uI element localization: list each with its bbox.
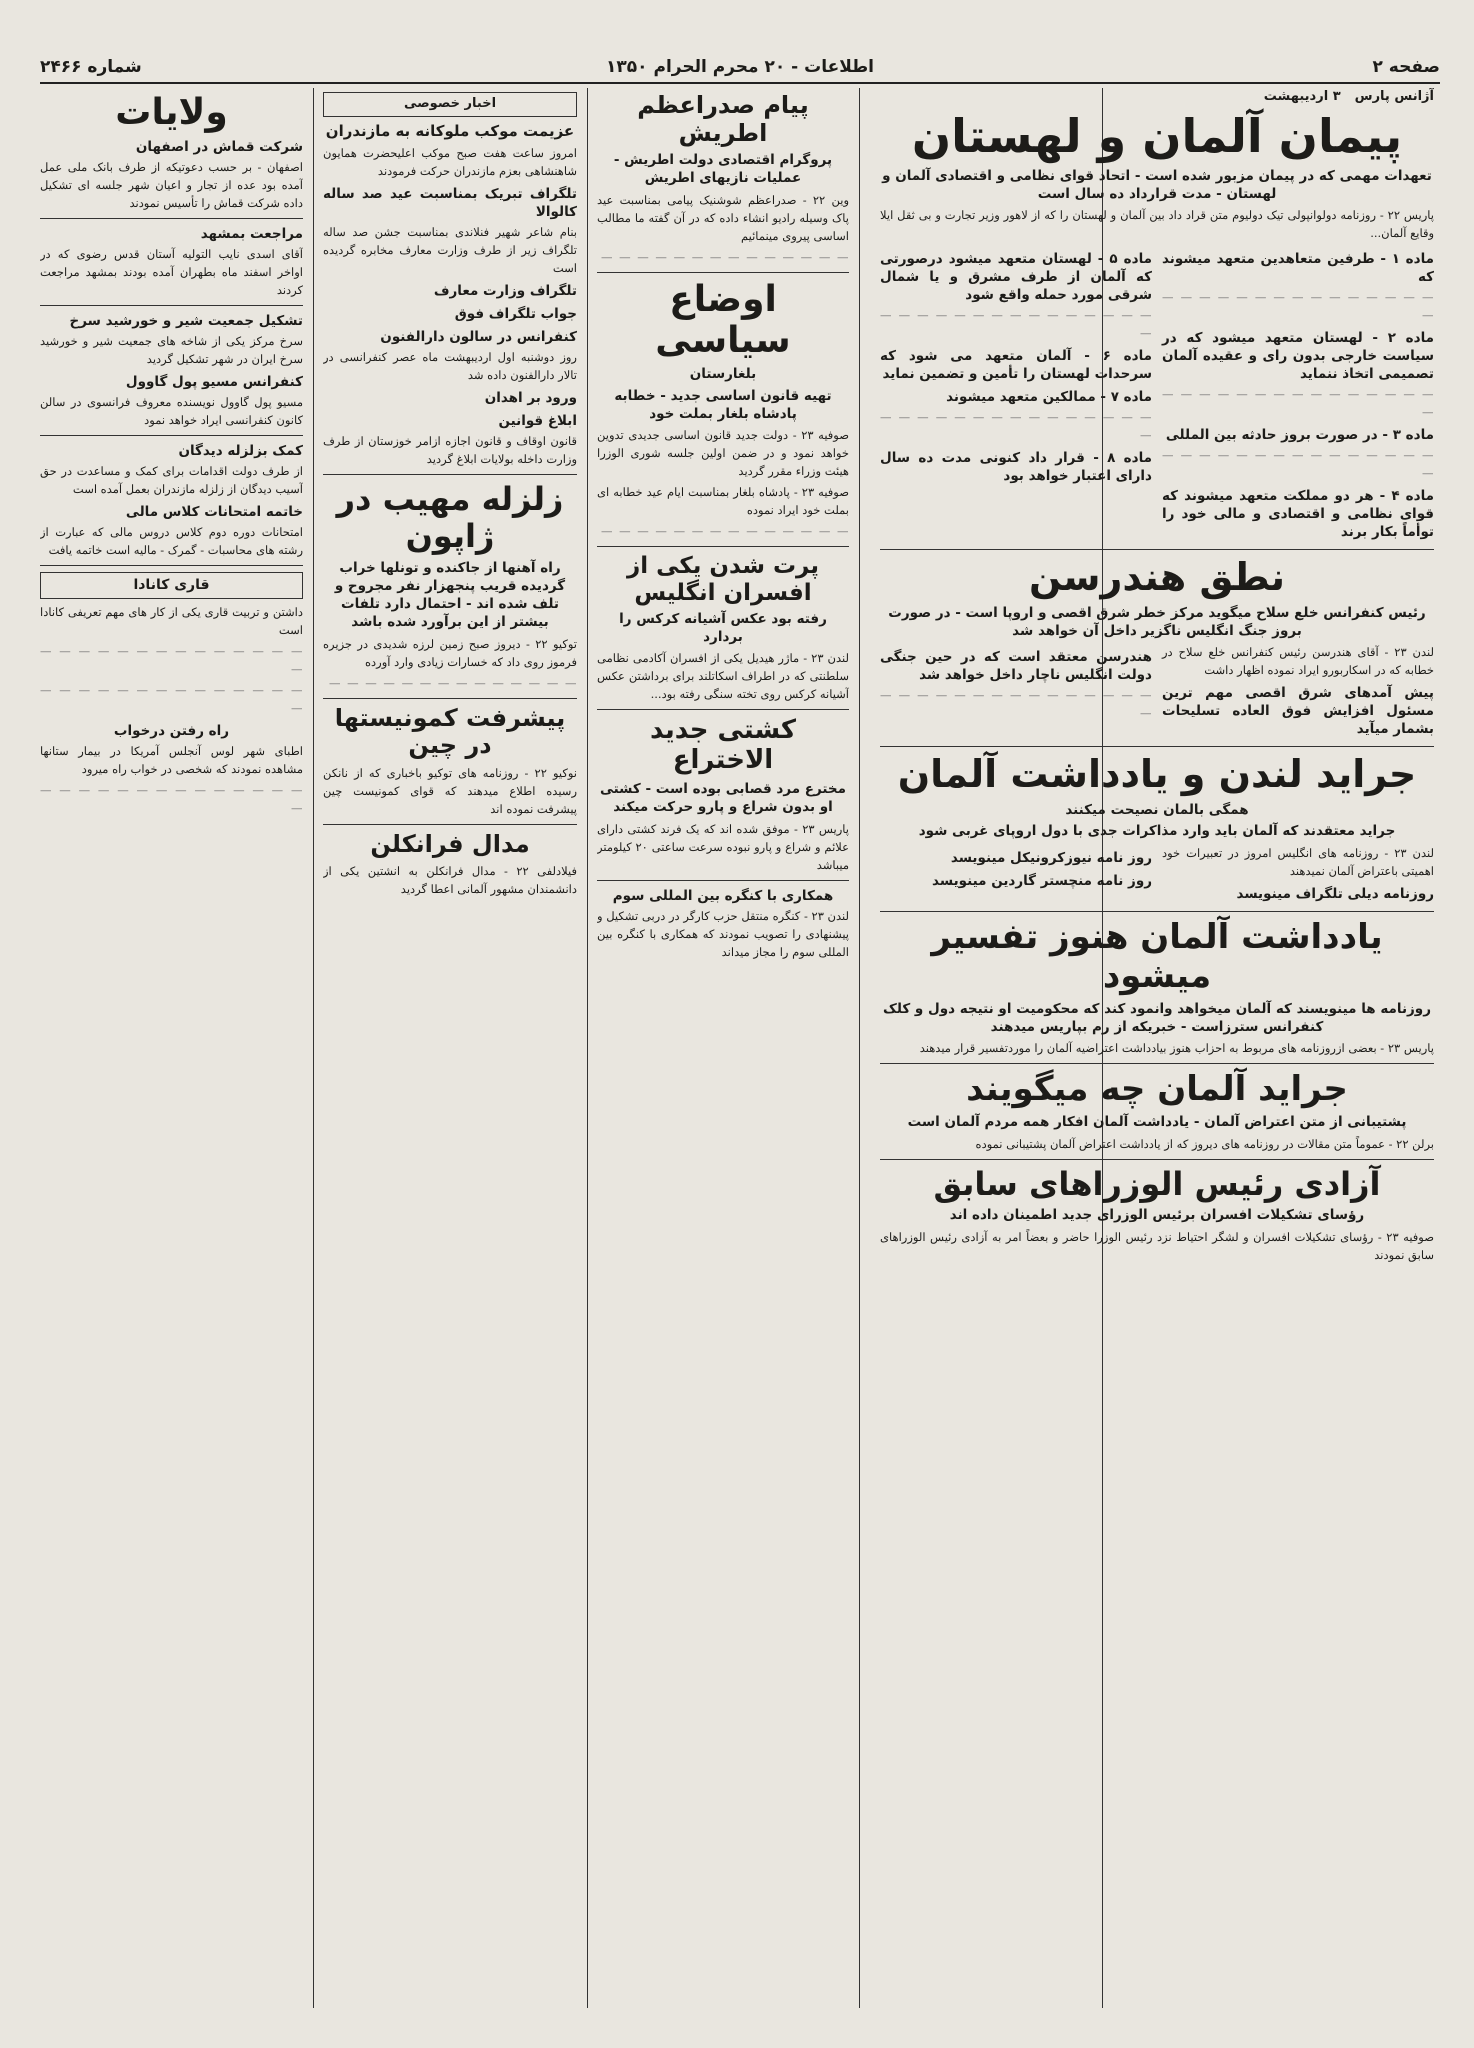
body-text: — — — — — — — — — — — — — — — — [880,308,1152,341]
inline-subhead: کنفرانس در سالون دارالفنون [380,329,577,346]
body-text: — — — — — — — — — — — — — — — — [880,410,1152,443]
body-text: — — — — — — — — — — — — — — [600,524,849,539]
subhead-german-papers: پشتیبانی از متن اعتراض آلمان - یادداشت آلمان افکار همه مردم آلمان است [907,1114,1407,1131]
body-text: — — — — — — — — — — — — — — — — [880,688,1152,721]
headline-franklin-medal: مدال فرانکلن [370,829,530,858]
body-text: صوفیه ۲۳ - رؤسای تشکیلات افسران و لشگر احتیاط نزد رئیس الوزرا حاضر و بعضاً امر به آزادی رئیس الوزراهای سابق نمودند [880,1229,1434,1262]
subhead-bulgaria: تهیه قانون اساسی جدید - خطابه پادشاه بلغار بملت خود [614,387,832,422]
body-text: اصفهان - بر حسب دعوتیکه از طرف بانک ملی عمل آمده بود عده از تجار و اعیان شهر جلسه ای تشکیل داده شرکت قماش را تأسیس نمودند [40,160,303,211]
column-foreign-news [880,88,1434,2008]
henderson-body [880,643,1434,740]
article-lead: پاریس ۲۲ - روزنامه دولوانپولی تیک دولیوم متن قراد داد بین آلمان و لهستان را که از لاهور وزیر تجارت و بی ثقل ایلا وقایع آلمان... [880,208,1434,241]
subhead-german-note: روزنامه ها مینویسند که آلمان میخواهد وانمود کند که محکومیت او نتیجه دول و کلک کنفرانس سترزاست - خبریکه از رم بپاریس میدهند [883,1000,1431,1035]
body-text: امتحانات دوره دوم کلاس دروس مالی که عبارت از رشته های محاسبات - گمرک - مالیه است خاتمه یافت [40,525,303,558]
inline-subhead: تلگراف تبریک بمناسبت عید صد ساله کالوالا [323,186,577,221]
subhead-english-officer: رفته بود عکس آشیانه کرکس را بردارد [619,610,827,646]
headline-provinces: ولایات [115,92,228,133]
kicker-bulgaria: بلغارستان [689,366,757,383]
treaty-articles [880,245,1434,543]
treaty-article: ماده ۶ - آلمان متعهد می شود که سرحدات لهستان را تأمین و تضمین نماید [880,348,1152,383]
body-text: مسیو پول گاوول نویسنده معروف فرانسوی در سالن کانون کنفرانسی ایراد خواهد نمود [40,395,303,428]
treaty-article: ماده ۱ - طرفین متعاهدین متعهد میشوند که [1162,251,1434,286]
headline-japan-quake: زلزله مهیب در ژاپون [336,480,564,555]
subhead-germany-poland: تعهدات مهمی که در پیمان مزبور شده است - اتحاد قوای نظامی و اقتصادی آلمان و لهستان - مدت قرارداد ده سال است [882,167,1432,203]
body-text: — — — — — — — — — — — — — — — [40,782,303,815]
treaty-article: ماده ۷ - ممالکین متعهد میشوند [946,389,1152,406]
column-rule [859,88,860,2008]
london-papers-body [880,844,1434,905]
body-text: — — — — — — — — — — — — — — — — [1162,387,1434,420]
inline-subhead: ابلاغ قوانین [498,413,577,430]
body-text: توکیو ۲۲ - دیروز صبح زمین لرزه شدیدی در جزیره فرموز روی داد که خسارات زیادی وارد آورده [323,636,577,669]
body-text: سرخ مرکز یکی از شاخه های جمعیت شیر و خورشید سرخ ایران در شهر تشکیل گردید [40,334,303,367]
subhead-london-papers: همگی بالمان نصیحت میکنند [1065,802,1249,819]
body-text: آقای اسدی نایب التولیه آستان قدس رضوی که در اواخر اسفند ماه بطهران آمده بودند بمشهد مراجعت کردند [40,247,303,298]
inline-subhead: پیش آمدهای شرق اقصی مهم ترین مسئول افزایش فوق العاده تسلیحات بشمار میآید [1162,685,1434,738]
issue-number: شماره ۲۴۶۶ [40,57,142,77]
body-text: — — — — — — — — — — — — — — [328,675,577,690]
treaty-article: ماده ۳ - در صورت بروز حادثه بین المللی [1165,427,1434,444]
inline-subhead: روز نامه منچستر گاردین مینویسد [932,872,1152,889]
body-text: — — — — — — — — — — — — — — — [40,682,303,715]
body-text: وین ۲۲ - صدراعظم شوشنیک پیامی بمناسبت عید پاک وسیله رادیو انشاء داده که در آن گفته ما مطالب اساسی پیروی مینمائیم [597,192,849,243]
body-text: صوفیه ۲۳ - دولت جدید قانون اساسی جدیدی تدوین خواهد نمود و در ضمن اولین جلسه شوری الوزرا هیئت وزراء مقرر گردید [597,428,849,479]
column-rule [313,88,314,2008]
column-rule [587,88,588,2008]
body-text: اطبای شهر لوس آنجلس آمریکا در بیمار ستانها مشاهده نمودند که شخصی در خواب راه میرود [40,743,303,776]
column-world-news [597,88,849,2008]
body-text: روز دوشنبه اول اردیبهشت ماه عصر کنفرانسی در تالار دارالفنون داده شد [323,350,577,383]
body-text: صوفیه ۲۳ - پادشاه بلغار بمناسبت ایام عید خطابه ای بملت خود ایراد نموده [597,485,849,518]
headline-congress: همکاری با کنگره بین المللی سوم [612,887,834,904]
body-text: — — — — — — — — — — — — — — [600,249,849,264]
treaty-article: ماده ۵ - لهستان متعهد میشود درصورتی که آلمان از طرف مشرق و یا شمال شرقی مورد حمله واقع شود [880,251,1152,304]
henderson-body-right [1162,643,1434,740]
column-provinces [40,88,303,2008]
section-private-news: اخبار خصوصی [323,92,577,117]
headline-china-communists: پیشرفت کمونیستها در چین [334,703,566,760]
body-text: — — — — — — — — — — — — — — — — [1162,290,1434,323]
headline-prime-ministers: آزادی رئیس الوزراهای سابق [933,1164,1381,1203]
body-text: امروز ساعت هفت صبح موکب اعلیحضرت همایون شاهنشاهی بعزم مازندران حرکت فرمودند [323,146,577,179]
body-text: پاریس ۲۳ - بعضی ازروزنامه های مربوط به احزاب هنوز بیادداشت اعتراضیه آلمان را موردتفسیر قرار میدهند [919,1041,1434,1056]
inline-subhead: کنفرانس مسیو پول گاوول [125,374,303,391]
section-canada-reader: قاری کانادا [40,572,303,598]
headline-austria: پیام صدراعظم اطریش [637,91,809,147]
body-text: لندن ۲۳ - کنگره منتقل حزب کارگر در دربی تشکیل و پیشنهادی را تصویب نمودند که همکاری با کنگره بین المللی سوم را مجاز میداند [597,908,849,959]
treaty-article: ماده ۸ - قرار داد کنونی مدت ده سال دارای اعتبار خواهد بود [880,450,1152,485]
inline-subhead: راه رفتن درخواب [113,722,230,739]
column-local-news [323,88,577,2008]
inline-subhead: تشکیل جمعیت شیر و خورشید سرخ [69,313,303,330]
issue-date: اطلاعات - ۲۰ محرم الحرام ۱۳۵۰ [606,57,874,77]
inline-subhead: روزنامه دیلی تلگراف مینویسد [1236,885,1434,902]
subhead-austria: پروگرام اقتصادی دولت اطریش - عملیات نازیهای اطریش [613,152,833,187]
headline-english-officer: پرت شدن یکی از افسران انگلیس [626,553,820,606]
agency-date: ۳ اردیبهشت [1263,89,1341,104]
headline-london-papers: جراید لندن و یادداشت آلمان [897,752,1417,797]
treaty-articles-right [1162,245,1434,543]
body-text: نوکیو ۲۲ - روزنامه های توکیو باخباری که از نانکن رسیده اطلاع میدهند که قوای کمونیست چین پیشرفت نموده اند [323,765,577,816]
headline-german-papers: جراید آلمان چه میگویند [966,1069,1348,1110]
body-text: لندن ۲۳ - آقای هندرسن رئیس کنفرانس خلع سلاح در خطابه که در اسکاربورو ایراد نموده اظهار داشت [1162,645,1434,678]
inline-subhead: ورود بر اهدان [484,390,577,407]
body-text: داشتن و تربیت قاری یکی از کار های مهم تعریفی کانادا است [40,604,303,637]
inline-subhead: مراجعت بمشهد [200,226,303,243]
inline-subhead: هندرسن معتقد است که در حین جنگی دولت انگلیس ناچار داخل خواهد شد [880,649,1152,684]
agency-line [880,88,1434,106]
treaty-article: ماده ۲ - لهستان متعهد میشود که در سیاست خارجی بدون رای و عقیده آلمان تصمیمی اتخاذ ننماید [1162,330,1434,383]
body-text: فیلادلفی ۲۲ - مدال فرانکلن به انشتین یکی از دانشمندان مشهور آلمانی اعطا گردید [323,864,577,897]
body-text: لندن ۲۳ - روزنامه های انگلیس امروز در تعبیرات خود اهمیتی باعتراض آلمان نمیدهند [1162,845,1434,878]
subhead-new-ship: مخترع مرد قصابی بوده است - کشتی او بدون شراع و پارو حرکت میکند [599,781,847,816]
subhead-prime-ministers: رؤسای تشکیلات افسران برئیس الوزرای جدید اطمینان داده اند [949,1207,1365,1224]
headline-henderson: نطق هندرسن [1028,555,1286,600]
body-text: از طرف دولت اقدامات برای کمک و مساعدت در حق آسیب دیدگان از زلزله مازندران بعمل آمده است [40,464,303,497]
body-text: قانون اوقاف و قانون اجازه ازامر خوزستان از طرف وزارت داخله بولایات ابلاغ گردید [323,434,577,467]
agency-name: آژانس پارس [1354,89,1434,104]
inline-subhead: خاتمه امتحانات کلاس مالی [125,504,303,521]
inline-subhead: شرکت قماش در اصفهان [135,139,303,156]
treaty-articles-left [880,245,1152,543]
subhead-henderson: رئیس کنفرانس خلع سلاح میگوید مرکز خطر شرق اقصی و اروپا است - در صورت بروز جنگ انگلیس ناگزیر داخل آن خواهد شد [888,605,1426,640]
headline-political: اوضاع سیاسی [655,278,791,362]
inline-subhead: روز نامه نیوزکرونیکل مینویسد [950,849,1152,866]
subhead-japan-quake: راه آهنها از جاکنده و تونلها خراب گردیده قریب پنجهزار نفر مجروح و تلف شده اند - احتمال دارد تلفات بیشتر از این برآورد شده باشد [334,559,566,631]
body-text: — — — — — — — — — — — — — — — [40,643,303,676]
henderson-body-left [880,643,1152,740]
page-header [40,52,1440,84]
body-text: بنام شاعر شهیر فنلاندی بمناسبت جشن صد ساله تلگراف زیر از طرف وزارت معارف مخابره گردیده است [323,225,577,276]
body-text: برلن ۲۲ - عموماً متن مقالات در روزنامه های دیروز که از یادداشت اعتراض آلمان پشتیبانی نموده [975,1136,1434,1151]
inline-subhead: کمک بزلزله دیدگان [178,443,303,460]
subhead-london-papers-2: جراید معتقدند که آلمان باید وارد مذاکرات جدی با دول اروپای غربی شود [918,823,1396,840]
page-number: صفحه ۲ [1372,57,1440,77]
body-text: پاریس ۲۳ - موفق شده اند که یک فرند کشتی دارای علائم و شراع و پارو نبوده سرعت ساعتی ۲۰ کیلومتر میباشد [597,821,849,872]
london-papers-body-left [880,844,1152,905]
headline-german-note: یادداشت آلمان هنوز تفسیر میشود [931,916,1383,996]
body-text: لندن ۲۳ - ماژر هیدیل یکی از افسران آکادمی نظامی سلطنتی که در اطراف اسکاتلند برای برداشتن عکس آشیانه کرکس روی تخته سنگی رفته بود... [597,651,849,702]
inline-subhead: تلگراف وزارت معارف [433,283,577,300]
headline-new-ship: کشتی جدید الاختراع [649,715,797,776]
london-papers-body-right [1162,844,1434,905]
body-text: — — — — — — — — — — — — — — — — [1162,448,1434,481]
headline-germany-poland: پیمان آلمان و لهستان [911,109,1403,163]
headline-royal-trip: عزیمت موکب ملوکانه به مازندران [325,121,575,140]
treaty-article: ماده ۴ - هر دو مملکت متعهد میشوند که قوای نظامی و اقتصادی و مالی خود را توأماً بکار برند [1162,488,1434,541]
inline-subhead: جواب تلگراف فوق [454,306,577,323]
